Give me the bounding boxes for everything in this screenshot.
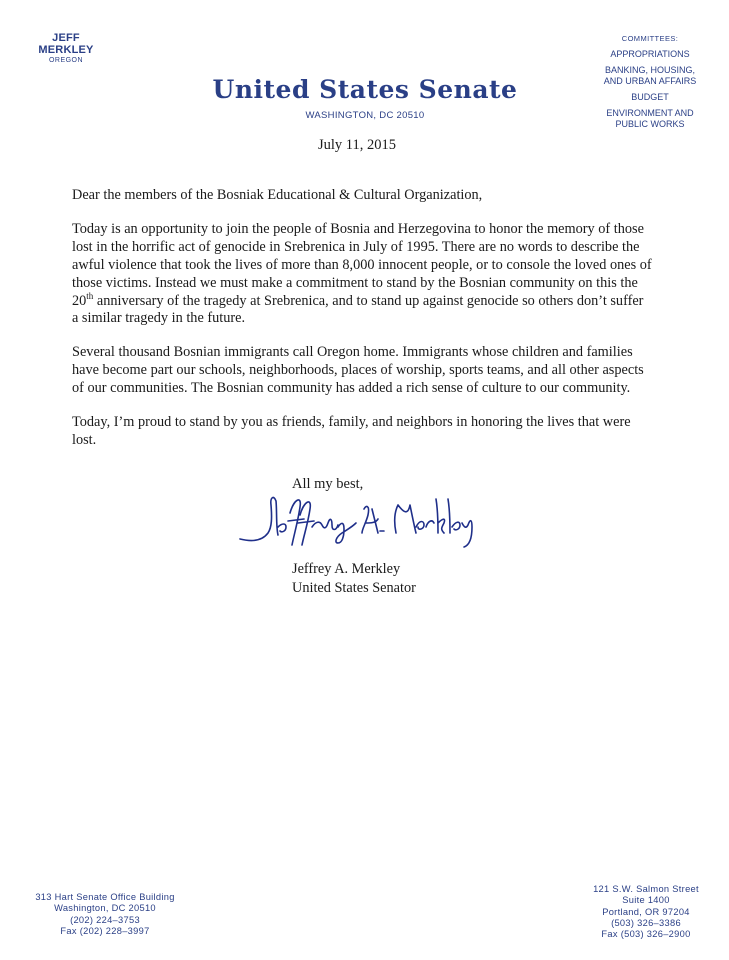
senate-title: United States Senate (212, 75, 518, 104)
senator-state: OREGON (48, 57, 84, 64)
paragraph-3: Today, I’m proud to stand by you as friends, family, and neighbors in honoring the lives that were lost. (72, 414, 631, 448)
senate-city: WASHINGTON, DC 20510 (305, 110, 425, 121)
letterhead (200, 76, 530, 121)
committee-item: ENVIRONMENT AND PUBLIC WORKS (606, 108, 694, 129)
paragraph-1-text: Today is an opportunity to join the people of Bosnia and Herzegovina to honor the memory of those lost in the horrific act of genocide in Srebrenica in July of 1995. There are no words to describe the awful violence that took the lives of more than 8,000 innocent people, or to console the loved ones of those victims. Instead we must make a commitment to stand by the Bosnian community on this the 20 (72, 220, 652, 309)
address-line: Fax (503) 326–2900 (601, 929, 691, 940)
paragraph-2: Several thousand Bosnian immigrants call Oregon home. Immigrants whose children and families have become part our schools, neighborhoods, places of worship, sports teams, and all other aspects of our communities. The Bosnian community has added a rich sense of culture to our community. (72, 344, 644, 397)
senator-name: JEFF MERKLEY (38, 32, 94, 56)
address-line: 121 S.W. Salmon Street (593, 884, 699, 894)
committee-item: APPROPRIATIONS (610, 49, 690, 59)
address-line: Washington, DC 20510 (54, 903, 156, 914)
committee-item: BANKING, HOUSING, AND URBAN AFFAIRS (603, 65, 697, 86)
committee-item: BUDGET (631, 92, 669, 102)
letter-date: July 11, 2015 (318, 137, 397, 153)
signature-image (238, 487, 478, 549)
address-line: Fax (202) 228–3997 (60, 925, 150, 936)
closing: All my best, (292, 476, 364, 492)
address-line: Suite 1400 (622, 895, 670, 906)
oregon-office-address (571, 884, 721, 940)
ordinal-suffix: th (86, 290, 94, 301)
dc-office-address (24, 892, 186, 937)
address-line: Portland, OR 97204 (602, 906, 690, 917)
address-line: (503) 326–3386 (611, 917, 681, 928)
address-line: (202) 224–3753 (70, 914, 140, 925)
paragraph-1-text-cont: anniversary of the tragedy at Srebrenica, and to stand up against genocide so others don’t suffer a similar tragedy in the future. (72, 292, 644, 327)
sender-block (26, 32, 106, 64)
signer-title: United States Senator (292, 579, 416, 596)
signer-block (292, 560, 416, 597)
committees-block (586, 33, 714, 135)
paragraph-1 (72, 221, 652, 328)
committees-heading: COMMITTEES: (621, 34, 679, 43)
letter-body (72, 187, 652, 466)
address-line: 313 Hart Senate Office Building (35, 892, 175, 902)
signer-name: Jeffrey A. Merkley (292, 561, 401, 577)
salutation: Dear the members of the Bosniak Educational & Cultural Organization, (72, 187, 483, 203)
